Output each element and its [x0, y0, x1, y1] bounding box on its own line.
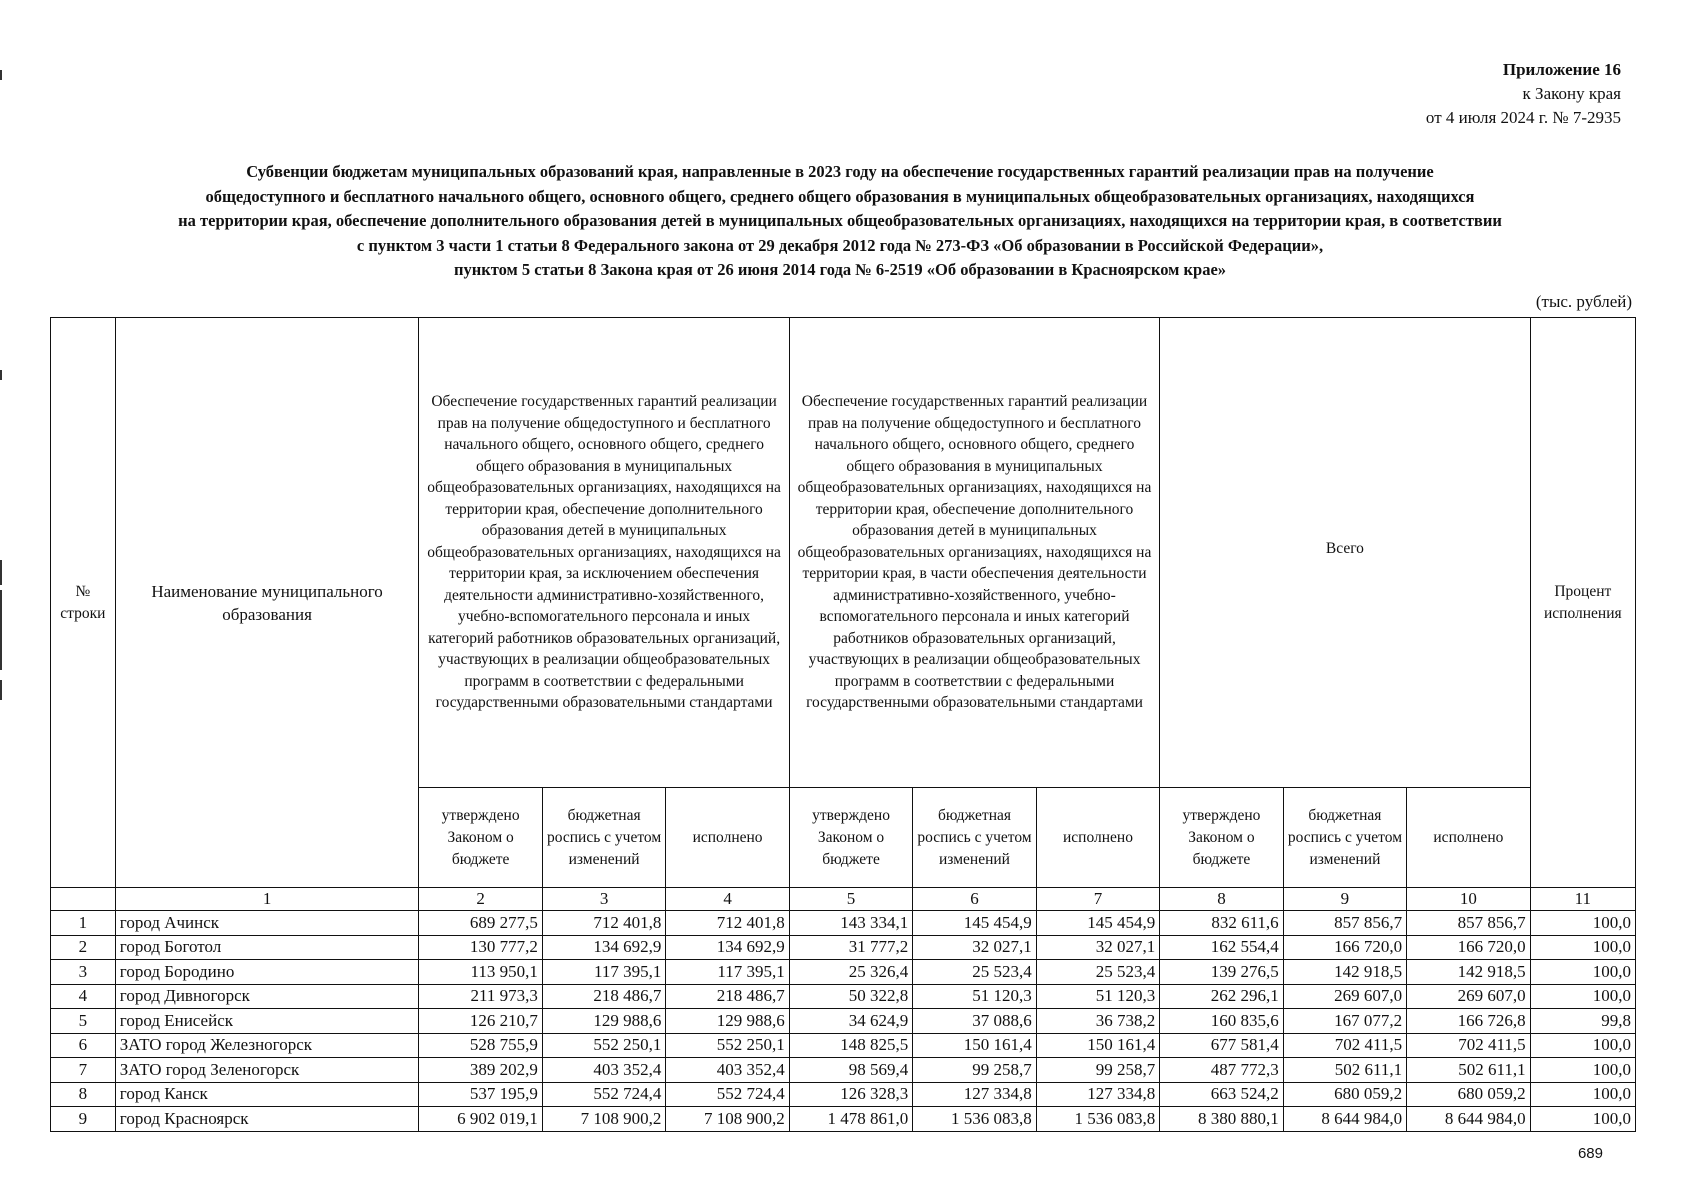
value-cell: 7 108 900,2	[542, 1107, 665, 1132]
title-line: пунктом 5 статьи 8 Закона края от 26 июня 2014 года № 6-2519 «Об образовании в Красноярском крае»	[453, 260, 1227, 279]
table-row	[51, 1009, 1636, 1034]
value-cell: 142 918,5	[1283, 960, 1406, 985]
column-number: 3	[542, 888, 665, 911]
value-cell: 269 607,0	[1407, 984, 1530, 1009]
subheader-budget: бюджетная роспись с учетом изменений	[1283, 788, 1406, 888]
value-cell: 712 401,8	[666, 911, 789, 936]
value-cell: 160 835,6	[1160, 1009, 1283, 1034]
table-row	[51, 960, 1636, 985]
document-title	[40, 160, 1640, 283]
subheader-approved: утверждено Законом о бюджете	[789, 788, 912, 888]
value-cell: 117 395,1	[542, 960, 665, 985]
header-group-support-staff: Обеспечение государственных гарантий реализации прав на получение общедоступного и бесплатного начального общего, основного общего, среднего общего образования в муниципальных общеобразовательных организациях, находящихся на территории края, обеспечение дополнительного образования детей в муниципальных общеобразовательных организациях, находящихся на территории края, в части обеспечения деятельности административно-хозяйственного, учебно-вспомогательного персонала и иных категорий работников образовательных организаций, участвующих в реализации общеобразовательных программ в соответствии с федеральными государственными образовательными стандартами	[789, 318, 1159, 788]
header-municipality-name: Наименование муниципального образования	[115, 318, 419, 888]
value-cell: 51 120,3	[913, 984, 1036, 1009]
row-number: 6	[51, 1033, 116, 1058]
value-cell: 262 296,1	[1160, 984, 1283, 1009]
header-group-main-staff: Обеспечение государственных гарантий реализации прав на получение общедоступного и бесплатного начального общего, основного общего, среднего общего образования в муниципальных общеобразовательных организациях, находящихся на территории края, обеспечение дополнительного образования детей в муниципальных общеобразовательных организациях, находящихся на территории края, за исключением обеспечения деятельности административно-хозяйственного, учебно-вспомогательного персонала и иных категорий работников образовательных организаций, участвующих в реализации общеобразовательных программ в соответствии с федеральными государственными образовательными стандартами	[419, 318, 789, 788]
row-number: 8	[51, 1082, 116, 1107]
value-cell: 25 326,4	[789, 960, 912, 985]
column-number: 5	[789, 888, 912, 911]
value-cell: 99 258,7	[913, 1058, 1036, 1083]
value-cell: 528 755,9	[419, 1033, 542, 1058]
value-cell: 680 059,2	[1407, 1082, 1530, 1107]
value-cell: 8 644 984,0	[1407, 1107, 1530, 1132]
value-cell: 487 772,3	[1160, 1058, 1283, 1083]
municipality-name: город Енисейск	[115, 1009, 419, 1034]
value-cell: 502 611,1	[1407, 1058, 1530, 1083]
value-cell: 552 724,4	[666, 1082, 789, 1107]
value-cell: 211 973,3	[419, 984, 542, 1009]
column-numbers-row	[51, 888, 1636, 911]
value-cell: 148 825,5	[789, 1033, 912, 1058]
value-cell: 98 569,4	[789, 1058, 912, 1083]
value-cell: 100,0	[1530, 1058, 1635, 1083]
column-number: 1	[115, 888, 419, 911]
value-cell: 689 277,5	[419, 911, 542, 936]
column-number: 11	[1530, 888, 1635, 911]
value-cell: 832 611,6	[1160, 911, 1283, 936]
subheader-approved: утверждено Законом о бюджете	[419, 788, 542, 888]
value-cell: 663 524,2	[1160, 1082, 1283, 1107]
annex-number: Приложение 16	[1502, 60, 1621, 79]
table-row	[51, 935, 1636, 960]
row-number: 5	[51, 1009, 116, 1034]
subheader-budget: бюджетная роспись с учетом изменений	[542, 788, 665, 888]
municipality-name: город Бородино	[115, 960, 419, 985]
value-cell: 8 644 984,0	[1283, 1107, 1406, 1132]
value-cell: 502 611,1	[1283, 1058, 1406, 1083]
value-cell: 34 624,9	[789, 1009, 912, 1034]
municipality-name: город Боготол	[115, 935, 419, 960]
row-number: 3	[51, 960, 116, 985]
value-cell: 100,0	[1530, 984, 1635, 1009]
value-cell: 127 334,8	[913, 1082, 1036, 1107]
value-cell: 857 856,7	[1407, 911, 1530, 936]
value-cell: 712 401,8	[542, 911, 665, 936]
municipality-name: город Ачинск	[115, 911, 419, 936]
annex-reference	[1426, 58, 1621, 130]
value-cell: 99,8	[1530, 1009, 1635, 1034]
value-cell: 145 454,9	[1036, 911, 1159, 936]
annex-date: от 4 июля 2024 г. № 7-2935	[1425, 108, 1621, 127]
value-cell: 100,0	[1530, 1082, 1635, 1107]
value-cell: 403 352,4	[666, 1058, 789, 1083]
value-cell: 857 856,7	[1283, 911, 1406, 936]
value-cell: 150 161,4	[913, 1033, 1036, 1058]
value-cell: 403 352,4	[542, 1058, 665, 1083]
value-cell: 552 250,1	[666, 1033, 789, 1058]
subventions-table	[50, 317, 1636, 1132]
value-cell: 31 777,2	[789, 935, 912, 960]
value-cell: 166 720,0	[1283, 935, 1406, 960]
value-cell: 680 059,2	[1283, 1082, 1406, 1107]
value-cell: 100,0	[1530, 1033, 1635, 1058]
value-cell: 100,0	[1530, 935, 1635, 960]
value-cell: 166 726,8	[1407, 1009, 1530, 1034]
table-row	[51, 984, 1636, 1009]
value-cell: 129 988,6	[542, 1009, 665, 1034]
column-number: 4	[666, 888, 789, 911]
municipality-name: ЗАТО город Железногорск	[115, 1033, 419, 1058]
value-cell: 32 027,1	[1036, 935, 1159, 960]
units-label: (тыс. рублей)	[1535, 292, 1632, 311]
header-row-number: № строки	[51, 318, 116, 888]
value-cell: 126 328,3	[789, 1082, 912, 1107]
value-cell: 6 902 019,1	[419, 1107, 542, 1132]
value-cell: 25 523,4	[1036, 960, 1159, 985]
header-group-total: Всего	[1160, 318, 1530, 788]
subheader-executed: исполнено	[1036, 788, 1159, 888]
table-body	[51, 911, 1636, 1132]
row-number: 9	[51, 1107, 116, 1132]
value-cell: 99 258,7	[1036, 1058, 1159, 1083]
table-row	[51, 1082, 1636, 1107]
table-row	[51, 911, 1636, 936]
row-number: 2	[51, 935, 116, 960]
value-cell: 142 918,5	[1407, 960, 1530, 985]
table-row	[51, 1033, 1636, 1058]
value-cell: 702 411,5	[1407, 1033, 1530, 1058]
row-number: 1	[51, 911, 116, 936]
municipality-name: город Дивногорск	[115, 984, 419, 1009]
value-cell: 129 988,6	[666, 1009, 789, 1034]
value-cell: 702 411,5	[1283, 1033, 1406, 1058]
table-row	[51, 1107, 1636, 1132]
value-cell: 167 077,2	[1283, 1009, 1406, 1034]
value-cell: 100,0	[1530, 960, 1635, 985]
value-cell: 100,0	[1530, 1107, 1635, 1132]
subheader-approved: утверждено Законом о бюджете	[1160, 788, 1283, 888]
annex-law: к Закону края	[1522, 84, 1621, 103]
value-cell: 7 108 900,2	[666, 1107, 789, 1132]
value-cell: 150 161,4	[1036, 1033, 1159, 1058]
value-cell: 552 250,1	[542, 1033, 665, 1058]
title-line: с пунктом 3 части 1 статьи 8 Федерального закона от 29 декабря 2012 года № 273-ФЗ «Об образовании в Российской Федерации»,	[356, 235, 1324, 255]
column-number	[51, 888, 116, 911]
value-cell: 162 554,4	[1160, 935, 1283, 960]
value-cell: 166 720,0	[1407, 935, 1530, 960]
municipality-name: ЗАТО город Зеленогорск	[115, 1058, 419, 1083]
value-cell: 36 738,2	[1036, 1009, 1159, 1034]
column-number: 2	[419, 888, 542, 911]
column-number: 9	[1283, 888, 1406, 911]
value-cell: 127 334,8	[1036, 1082, 1159, 1107]
row-number: 4	[51, 984, 116, 1009]
value-cell: 32 027,1	[913, 935, 1036, 960]
value-cell: 552 724,4	[542, 1082, 665, 1107]
value-cell: 126 210,7	[419, 1009, 542, 1034]
value-cell: 218 486,7	[542, 984, 665, 1009]
table-row	[51, 1058, 1636, 1083]
value-cell: 130 777,2	[419, 935, 542, 960]
column-number: 10	[1407, 888, 1530, 911]
column-number: 6	[913, 888, 1036, 911]
value-cell: 537 195,9	[419, 1082, 542, 1107]
value-cell: 113 950,1	[419, 960, 542, 985]
value-cell: 8 380 880,1	[1160, 1107, 1283, 1132]
value-cell: 677 581,4	[1160, 1033, 1283, 1058]
subheader-executed: исполнено	[1407, 788, 1530, 888]
value-cell: 1 478 861,0	[789, 1107, 912, 1132]
value-cell: 1 536 083,8	[913, 1107, 1036, 1132]
column-number: 7	[1036, 888, 1159, 911]
row-number: 7	[51, 1058, 116, 1083]
value-cell: 139 276,5	[1160, 960, 1283, 985]
header-percent: Процент исполнения	[1530, 318, 1635, 888]
title-line: на территории края, обеспечение дополнительного образования детей в муниципальных общеобразовательных организациях, находящихся на территории края, в соответствии	[178, 211, 1502, 230]
value-cell: 134 692,9	[666, 935, 789, 960]
value-cell: 389 202,9	[419, 1058, 542, 1083]
subheader-executed: исполнено	[666, 788, 789, 888]
value-cell: 25 523,4	[913, 960, 1036, 985]
value-cell: 134 692,9	[542, 935, 665, 960]
subheader-budget: бюджетная роспись с учетом изменений	[913, 788, 1036, 888]
value-cell: 117 395,1	[666, 960, 789, 985]
value-cell: 37 088,6	[913, 1009, 1036, 1034]
municipality-name: город Красноярск	[115, 1107, 419, 1132]
scan-margin-marks	[0, 30, 4, 680]
municipality-name: город Канск	[115, 1082, 419, 1107]
page-number: 689	[1577, 1145, 1603, 1162]
value-cell: 1 536 083,8	[1036, 1107, 1159, 1132]
title-line: общедоступного и бесплатного начального общего, основного общего, среднего общего образования в муниципальных общеобразовательных организациях, находящихся	[205, 186, 1475, 206]
value-cell: 51 120,3	[1036, 984, 1159, 1009]
title-line: Субвенции бюджетам муниципальных образований края, направленные в 2023 году на обеспечение государственных гарантий реализации прав на получение	[246, 162, 1434, 181]
value-cell: 50 322,8	[789, 984, 912, 1009]
value-cell: 218 486,7	[666, 984, 789, 1009]
value-cell: 100,0	[1530, 911, 1635, 936]
value-cell: 143 334,1	[789, 911, 912, 936]
column-number: 8	[1160, 888, 1283, 911]
value-cell: 269 607,0	[1283, 984, 1406, 1009]
value-cell: 145 454,9	[913, 911, 1036, 936]
